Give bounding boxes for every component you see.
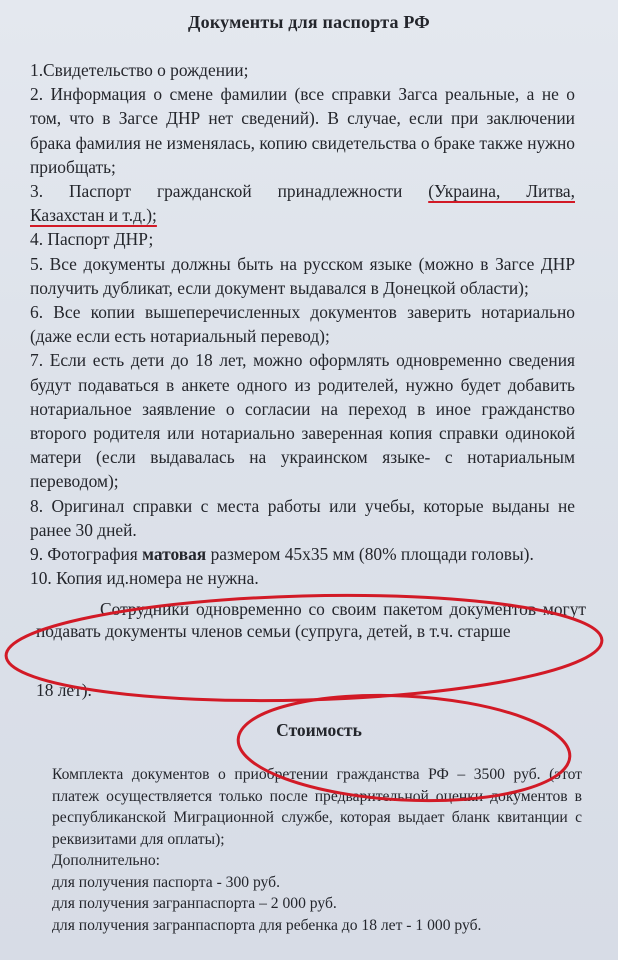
family-note-end: 18 лет).	[36, 680, 92, 700]
list-item-1: 1.Свидетельство о рождении;	[30, 60, 249, 80]
list-item-6: 6. Все копии вышеперечисленных документов заверить нотариально (даже если есть нотариальный перевод);	[30, 302, 575, 347]
list-item-5: 5. Все документы должны быть на русском языке (можно в Загсе ДНР получить дубликат, если документ выдавался в Донецкой области);	[30, 253, 575, 298]
list-item-7: 7. Если есть дети до 18 лет, можно оформлять одновременно сведения будут подаваться в анкете одного из родителей, нужно будет добавить нотариальное заявление о согласии на переход в иное гражданство второго родителя или нотариально заверенная копия справки одинокой матери (если выдавалась на украинском языке- с нотариальным переводом);	[30, 350, 575, 492]
cost-text: Комплекта документов о приобретении гражданства РФ – 3500 руб. (этот платеж осуществляется только после предварительной оценки документов в республиканской Миграционной службе, которая выдает бланк квитанции с реквизитами для оплаты);	[52, 766, 582, 848]
list-item-3-continued	[30, 203, 575, 227]
list-item-8: 8. Оригинал справки с места работы или учебы, которые выданы не ранее 30 дней.	[30, 495, 575, 540]
cost-section	[52, 764, 582, 936]
list-item-3-text: 3. Паспорт гражданской принадлежности	[30, 181, 403, 202]
highlighted-countries-end: Казахстан и т.д.);	[30, 205, 157, 226]
cost-heading: Стоимость	[276, 720, 362, 740]
document-title: Документы для паспорта РФ	[188, 12, 430, 32]
requirements-list	[30, 58, 575, 590]
list-item-4: 4. Паспорт ДНР;	[30, 229, 154, 250]
list-item-3	[30, 179, 575, 203]
list-item-10: 10. Копия ид.номера не нужна.	[30, 568, 259, 589]
list-item-9	[30, 542, 575, 566]
fee-foreign-passport: для получения загранпаспорта – 2 000 руб.	[52, 895, 337, 912]
family-note	[36, 598, 586, 642]
family-note-text: Сотрудники одновременно со своим пакетом документов могут подавать документы членов семьи (супруга, детей, в т.ч. старше	[36, 599, 586, 641]
list-item-9-start: 9. Фотография	[30, 544, 138, 565]
fee-passport: для получения паспорта - 300 руб.	[52, 873, 280, 891]
list-item-9-bold: матовая	[142, 544, 207, 565]
list-item-2: 2. Информация о смене фамилии (все справки Загса реальные, а не о том, что в Загсе ДНР нет сведений). В случае, если при заключении брака фамилия не изменялась, копию свидетельства о браке также нужно приобщать;	[30, 84, 575, 177]
fee-child-foreign-passport: для получения загранпаспорта для ребенка до 18 лет - 1 000 руб.	[52, 916, 482, 934]
additional-label: Дополнительно:	[52, 852, 160, 869]
list-item-9-end: размером 45х35 мм (80% площади головы).	[210, 544, 534, 565]
highlighted-countries-start: (Украина, Литва,	[428, 181, 575, 202]
